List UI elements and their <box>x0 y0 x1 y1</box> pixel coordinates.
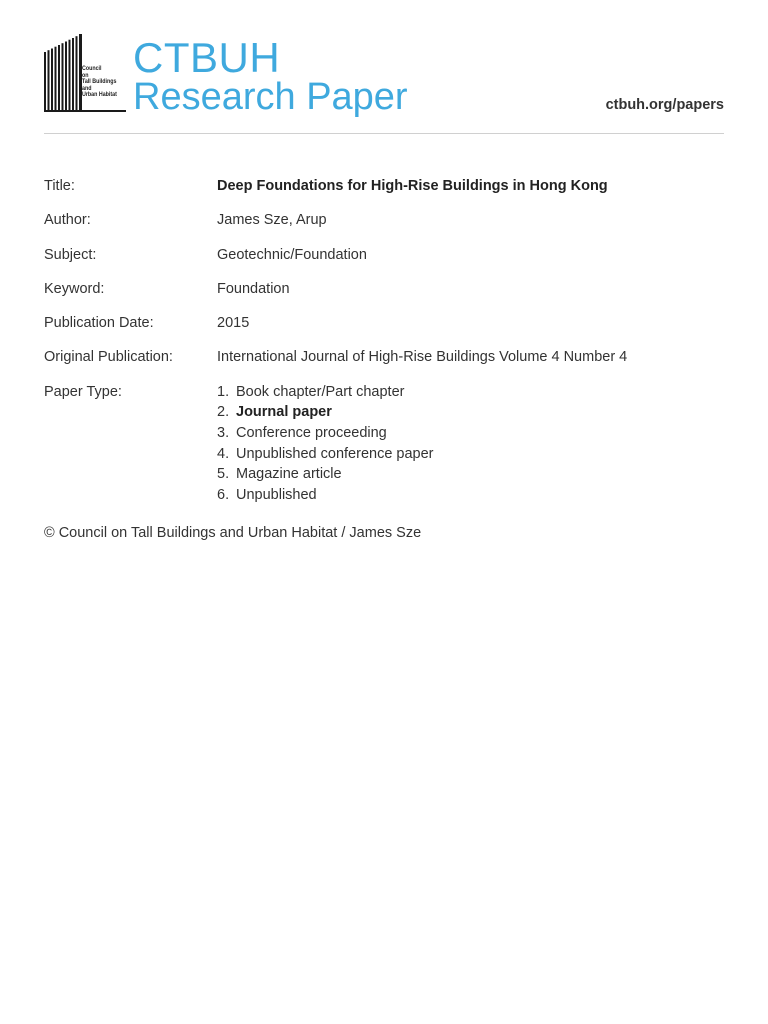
paper-type-item <box>217 423 724 444</box>
paper-type-item <box>217 464 724 485</box>
paper-type-text: Conference proceeding <box>236 424 387 441</box>
logo-caption <box>82 66 122 99</box>
paper-type-number: 6. <box>217 486 230 503</box>
paper-type-item <box>217 485 724 506</box>
meta-row-keyword <box>44 279 724 299</box>
meta-label: Original Publication: <box>44 349 173 366</box>
paper-type-text: Unpublished <box>236 486 317 503</box>
meta-label: Keyword: <box>44 280 105 297</box>
meta-label: Author: <box>44 212 91 229</box>
meta-row-paper-type <box>44 382 724 506</box>
brand-title: CTBUH <box>133 34 281 81</box>
original-publication: International Journal of High-Rise Buildings Volume 4 Number 4 <box>217 349 628 366</box>
meta-row-publication-date <box>44 313 724 333</box>
paper-type-number: 3. <box>217 424 230 441</box>
paper-type-list-container <box>217 382 724 506</box>
paper-type-text: Unpublished conference paper <box>236 445 434 462</box>
logo-line: Urban Habitat <box>82 91 117 99</box>
paper-metadata <box>44 176 724 520</box>
meta-row-title <box>44 176 724 196</box>
papers-link[interactable]: ctbuh.org/papers <box>605 97 724 113</box>
paper-type-number: 5. <box>217 466 230 483</box>
header <box>0 0 768 134</box>
paper-type-text: Magazine article <box>236 466 342 483</box>
paper-type-text: Journal paper <box>236 404 332 421</box>
paper-type-number: 1. <box>217 383 230 400</box>
paper-type-text: Book chapter/Part chapter <box>236 383 405 400</box>
meta-row-author <box>44 210 724 230</box>
copyright-notice: © Council on Tall Buildings and Urban Habitat / James Sze <box>44 525 422 541</box>
meta-row-original-publication <box>44 347 724 367</box>
paper-title: Deep Foundations for High-Rise Buildings in Hong Kong <box>217 178 608 194</box>
paper-subject: Geotechnic/Foundation <box>217 246 367 263</box>
publication-date: 2015 <box>217 315 250 332</box>
paper-type-list <box>217 382 724 506</box>
meta-label: Paper Type: <box>44 383 122 400</box>
meta-label: Title: <box>44 178 75 194</box>
meta-row-subject <box>44 245 724 265</box>
header-divider <box>44 133 724 134</box>
brand-subtitle: Research Paper <box>133 76 408 118</box>
paper-type-item <box>217 382 724 403</box>
paper-keyword: Foundation <box>217 280 290 297</box>
paper-type-number: 2. <box>217 404 230 421</box>
meta-label: Subject: <box>44 246 97 263</box>
logo-line: on <box>82 71 89 79</box>
paper-type-item <box>217 402 724 423</box>
paper-type-item <box>217 444 724 465</box>
logo-line: and <box>82 84 92 92</box>
paper-author: James Sze, Arup <box>217 212 327 229</box>
meta-label: Publication Date: <box>44 315 154 332</box>
paper-type-number: 4. <box>217 445 230 462</box>
logo-line: Tall Buildings <box>82 78 117 86</box>
logo-line: Council <box>82 65 102 72</box>
